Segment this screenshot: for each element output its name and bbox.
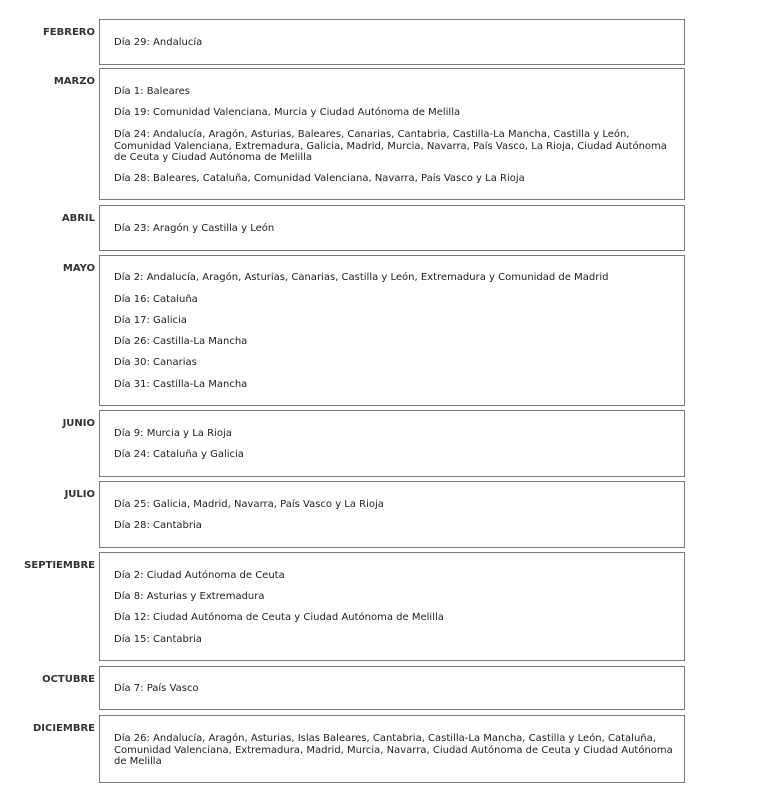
holiday-entry: Día 17: Galicia — [114, 315, 187, 326]
holiday-entry: Día 28: Cantabria — [114, 520, 202, 531]
month-label: SEPTIEMBRE — [24, 560, 95, 571]
holiday-entry: Día 31: Castilla-La Mancha — [114, 379, 248, 390]
holiday-entry: Día 2: Andalucía, Aragón, Asturias, Canarias, Castilla y León, Extremadura y Comunidad de Madrid — [114, 272, 609, 283]
holiday-entry: Día 12: Ciudad Autónoma de Ceuta y Ciudad Autónoma de Melilla — [114, 612, 444, 623]
month-entries-box — [99, 715, 685, 783]
holiday-entry: Día 30: Canarias — [114, 357, 197, 368]
month-entries-box — [99, 666, 685, 710]
month-entries-box — [99, 19, 685, 65]
month-label: ABRIL — [61, 213, 95, 224]
holiday-entry: Día 24: Cataluña y Galicia — [114, 449, 244, 460]
month-label: OCTUBRE — [42, 674, 95, 685]
holiday-entry: Día 2: Ciudad Autónoma de Ceuta — [114, 570, 285, 581]
holiday-entry: Día 1: Baleares — [114, 86, 190, 97]
month-label: MAYO — [62, 263, 95, 274]
month-entries-box — [99, 410, 685, 477]
holiday-entry: Día 7: País Vasco — [114, 683, 199, 694]
holiday-entry: Día 26: Castilla-La Mancha — [114, 336, 248, 347]
month-entries-box — [99, 255, 685, 406]
month-entries-box — [99, 68, 685, 200]
month-label: JUNIO — [62, 418, 95, 429]
holiday-entry: Día 15: Cantabria — [114, 634, 202, 645]
month-label: FEBRERO — [42, 27, 95, 38]
month-entries-box — [99, 481, 685, 548]
holiday-entry: Día 16: Cataluña — [114, 294, 198, 305]
holiday-entry: Día 28: Baleares, Cataluña, Comunidad Valenciana, Navarra, País Vasco y La Rioja — [114, 173, 525, 184]
month-label: MARZO — [53, 76, 95, 87]
month-label: DICIEMBRE — [32, 723, 95, 734]
holiday-entry: Día 26: Andalucía, Aragón, Asturias, Islas Baleares, Cantabria, Castilla-La Mancha, Castilla y León, Cataluña, Comunidad Valenciana, Extremadura, Madrid, Murcia, Navarra, Ciudad Autónoma de Ceuta y Ciudad Autónoma de Melilla — [114, 733, 673, 767]
holiday-entry: Día 23: Aragón y Castilla y León — [114, 223, 275, 234]
month-entries-box — [99, 205, 685, 251]
month-entries-box — [99, 552, 685, 661]
month-label: JULIO — [64, 489, 95, 500]
holiday-entry: Día 8: Asturias y Extremadura — [114, 591, 265, 602]
holiday-entry: Día 19: Comunidad Valenciana, Murcia y Ciudad Autónoma de Melilla — [114, 107, 461, 118]
holiday-entry: Día 29: Andalucía — [114, 37, 203, 48]
holiday-entry: Día 25: Galicia, Madrid, Navarra, País Vasco y La Rioja — [114, 499, 384, 510]
holiday-entry: Día 24: Andalucía, Aragón, Asturias, Baleares, Canarias, Cantabria, Castilla-La Mancha, Castilla y León, Comunidad Valenciana, Extremadura, Galicia, Madrid, Murcia, Navarra, País Vasco, La Rioja, Ciudad Autónoma de Ceuta y Ciudad Autónoma de Melilla — [114, 129, 667, 163]
holiday-entry: Día 9: Murcia y La Rioja — [114, 428, 232, 439]
